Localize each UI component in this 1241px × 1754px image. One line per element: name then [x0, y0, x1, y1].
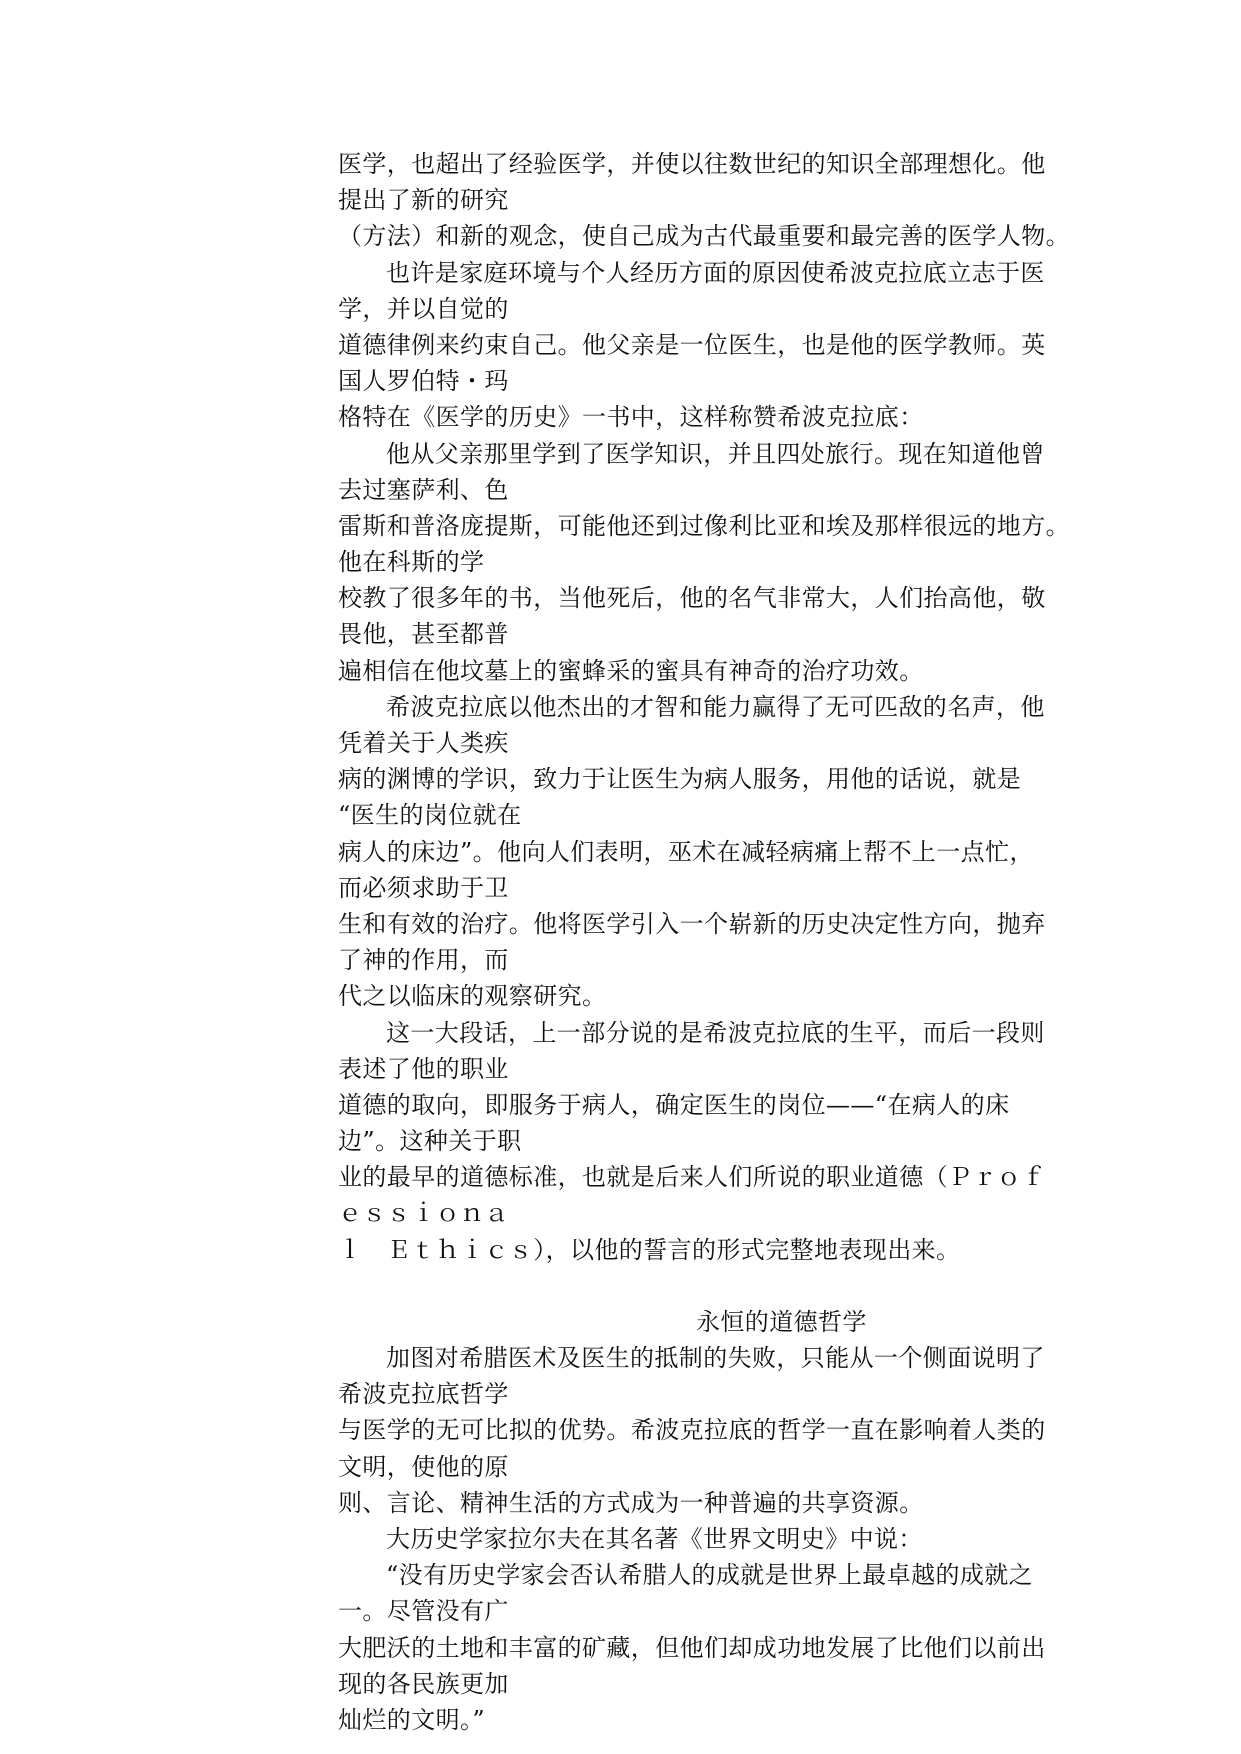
text-line: 他从父亲那里学到了医学知识，并且四处旅行。现在知道他曾	[386, 439, 1045, 468]
text-line: 他在科斯的学	[338, 548, 485, 577]
text-line: 代之以临床的观察研究。	[338, 982, 607, 1011]
text-line: 一。尽管没有广	[338, 1597, 509, 1626]
text-line: 则、言论、精神生活的方式成为一种普遍的共享资源。	[338, 1488, 924, 1517]
text-line: 雷斯和普洛庞提斯，可能他还到过像利比亚和埃及那样很远的地方。	[338, 511, 1070, 540]
text-line: 这一大段话，上一部分说的是希波克拉底的生平，而后一段则	[386, 1018, 1045, 1047]
text-line: 大肥沃的土地和丰富的矿藏，但他们却成功地发展了比他们以前出	[338, 1633, 1046, 1662]
text-line: 灿烂的文明。”	[338, 1705, 486, 1734]
text-line: 医学，也超出了经验医学，并使以往数世纪的知识全部理想化。他	[338, 150, 1046, 178]
text-line: 希波克拉底哲学	[338, 1380, 509, 1409]
text-line: 也许是家庭环境与个人经历方面的原因使希波克拉底立志于医	[386, 258, 1045, 287]
text-line: 学，并以自觉的	[338, 294, 509, 323]
text-line: 边”。这种关于职	[338, 1127, 522, 1156]
body-text	[338, 146, 1078, 1738]
text-line: ｅｓｓｉｏｎａ	[338, 1199, 509, 1228]
text-line: 凭着关于人类疾	[338, 729, 509, 757]
text-line: 生和有效的治疗。他将医学引入一个崭新的历史决定性方向，抛弃	[338, 909, 1046, 938]
text-line: 现的各民族更加	[338, 1669, 509, 1698]
text-line: 遍相信在他坟墓上的蜜蜂采的蜜具有神奇的治疗功效。	[338, 656, 924, 685]
text-line: 去过塞萨利、色	[338, 475, 509, 504]
text-line: 病人的床边”。他向人们表明，巫术在减轻病痛上帮不上一点忙，	[338, 837, 1034, 866]
text-line: 加图对希腊医术及医生的抵制的失败，只能从一个侧面说明了	[386, 1344, 1045, 1372]
text-line: 表述了他的职业	[338, 1054, 509, 1083]
text-line: 希波克拉底以他杰出的才智和能力赢得了无可匹敌的名声，他	[386, 692, 1045, 721]
text-line: “医生的岗位就在	[338, 801, 522, 830]
text-line: “没有历史学家会否认希腊人的成就是世界上最卓越的成就之	[386, 1561, 1034, 1590]
text-line: 道德的取向，即服务于病人，确定医生的岗位——“在病人的床	[338, 1090, 1010, 1119]
text-line: 业的最早的道德标准，也就是后来人们所说的职业道德（Ｐｒｏｆ	[338, 1163, 1046, 1192]
text-line: 国人罗伯特・玛	[338, 367, 509, 396]
text-line: 校教了很多年的书，当他死后，他的名气非常大，人们抬高他，敬	[338, 584, 1046, 613]
text-line: ｌ Ｅｔｈｉｃｓ），以他的誓言的形式完整地表现出来。	[338, 1235, 961, 1264]
text-line: 提出了新的研究	[338, 186, 509, 215]
text-line: 文明，使他的原	[338, 1452, 509, 1481]
text-line: 与医学的无可比拟的优势。希波克拉底的哲学一直在影响着人类的	[338, 1416, 1046, 1445]
text-line: 格特在《医学的历史》一书中，这样称赞希波克拉底：	[338, 403, 924, 432]
text-line: 病的渊博的学识，致力于让医生为病人服务，用他的话说，就是	[338, 765, 1022, 794]
text-line: 畏他，甚至都普	[338, 620, 509, 649]
text-line: 大历史学家拉尔夫在其名著《世界文明史》中说：	[386, 1524, 923, 1553]
text-line: 而必须求助于卫	[338, 873, 509, 902]
text-line: （方法）和新的观念，使自己成为古代最重要和最完善的医学人物。	[338, 222, 1070, 251]
section-heading: 永恒的道德哲学	[696, 1307, 867, 1336]
text-line: 了神的作用，而	[338, 946, 509, 975]
text-line: 道德律例来约束自己。他父亲是一位医生，也是他的医学教师。英	[338, 330, 1046, 359]
